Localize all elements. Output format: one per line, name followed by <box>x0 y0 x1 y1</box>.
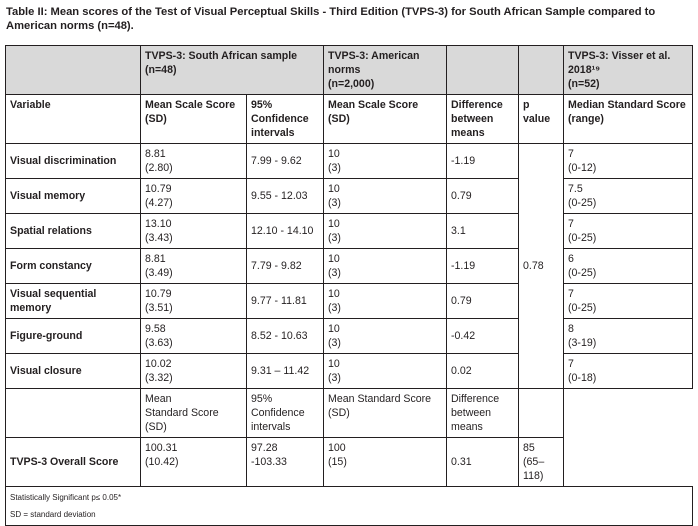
am-sd-value: (3) <box>328 302 341 314</box>
ci-cell: 9.55 - 12.03 <box>247 179 324 214</box>
sub-diff: Difference between means <box>447 389 519 438</box>
sd-value: (2.80) <box>145 162 173 174</box>
am-sd-value: (3) <box>328 337 341 349</box>
visser-group-header <box>564 46 693 95</box>
table-row <box>6 354 693 389</box>
footnote-row <box>6 487 693 526</box>
ci-cell: 9.77 - 11.81 <box>247 284 324 319</box>
diff-cell: 0.79 <box>447 179 519 214</box>
diff-cell: 0.79 <box>447 284 519 319</box>
median-value: 7 <box>568 148 574 160</box>
median-cell <box>564 144 693 179</box>
range-value: (0-25) <box>568 232 597 244</box>
am-sd-value: (3) <box>328 162 341 174</box>
mean-value: 9.58 <box>145 323 166 335</box>
footnote-sd: SD = standard deviation <box>10 510 96 519</box>
mean-cell <box>141 284 247 319</box>
median-value: 8 <box>568 323 574 335</box>
table-row <box>6 319 693 354</box>
sub-mean-1: Mean <box>145 393 172 405</box>
variable-cell: Visual sequential memory <box>6 284 141 319</box>
am-sd-value: (3) <box>328 267 341 279</box>
range-value: (0-18) <box>568 372 597 384</box>
median-cell <box>564 179 693 214</box>
empty-cell <box>447 46 519 95</box>
am-cell <box>324 214 447 249</box>
col-p: p value <box>519 95 564 144</box>
overall-median-value: 85 <box>523 442 535 454</box>
ci-cell: 7.99 - 9.62 <box>247 144 324 179</box>
median-value: 7 <box>568 358 574 370</box>
median-value: 7 <box>568 288 574 300</box>
am-mean-value: 10 <box>328 183 340 195</box>
overall-row <box>6 438 693 487</box>
mean-value: 10.02 <box>145 358 172 370</box>
col-median: Median Standard Score (range) <box>564 95 693 144</box>
mean-cell <box>141 214 247 249</box>
ci-cell: 7.79 - 9.82 <box>247 249 324 284</box>
ci-cell: 12.10 - 14.10 <box>247 214 324 249</box>
table-title: Table II: Mean scores of the Test of Visual Perceptual Skills - Third Edition (TVPS-3) for South African Sample compared to American norms (n=48). <box>6 6 656 32</box>
median-cell <box>564 319 693 354</box>
table-row <box>6 284 693 319</box>
median-cell <box>564 284 693 319</box>
range-value: (0-25) <box>568 302 597 314</box>
empty-cell <box>519 389 564 438</box>
range-value: (0-25) <box>568 267 597 279</box>
col-am-mean: Mean Scale Score (SD) <box>324 95 447 144</box>
diff-cell: 3.1 <box>447 214 519 249</box>
am-mean-value: 10 <box>328 253 340 265</box>
p-value-cell: 0.78 <box>519 144 564 389</box>
median-cell <box>564 249 693 284</box>
median-value: 7 <box>568 218 574 230</box>
table-row <box>6 214 693 249</box>
overall-am <box>324 438 447 487</box>
median-cell <box>564 354 693 389</box>
mean-value: 8.81 <box>145 148 166 160</box>
mean-cell <box>141 354 247 389</box>
am-mean-value: 10 <box>328 323 340 335</box>
am-cell <box>324 319 447 354</box>
variable-cell: Figure-ground <box>6 319 141 354</box>
mean-cell <box>141 179 247 214</box>
overall-ci <box>247 438 324 487</box>
am-sd-value: (3) <box>328 372 341 384</box>
visser-header-year: 2018¹⁹ <box>568 64 601 76</box>
variable-cell: Visual discrimination <box>6 144 141 179</box>
empty-cell <box>6 389 141 438</box>
overall-diff: 0.31 <box>447 438 519 487</box>
am-cell <box>324 179 447 214</box>
sd-value: (3.49) <box>145 267 173 279</box>
variable-cell: Spatial relations <box>6 214 141 249</box>
sd-value: (3.51) <box>145 302 173 314</box>
am-mean-value: 10 <box>328 358 340 370</box>
overall-variable: TVPS-3 Overall Score <box>6 438 141 487</box>
mean-cell <box>141 249 247 284</box>
am-sd-value: (3) <box>328 232 341 244</box>
diff-cell: 0.02 <box>447 354 519 389</box>
american-group-header <box>324 46 447 95</box>
sd-value: (3.32) <box>145 372 173 384</box>
sub-header-row <box>6 389 693 438</box>
variable-cell: Form constancy <box>6 249 141 284</box>
col-mean: Mean Scale Score (SD) <box>141 95 247 144</box>
mean-cell <box>141 144 247 179</box>
ci-cell: 8.52 - 10.63 <box>247 319 324 354</box>
empty-cell <box>6 46 141 95</box>
am-mean-value: 10 <box>328 218 340 230</box>
mean-value: 10.79 <box>145 183 172 195</box>
overall-sd: (10.42) <box>145 456 179 468</box>
overall-mean-value: 100.31 <box>145 442 178 454</box>
am-mean-value: 10 <box>328 148 340 160</box>
variable-cell: Visual memory <box>6 179 141 214</box>
am-cell <box>324 249 447 284</box>
range-value: (0-25) <box>568 197 597 209</box>
am-sd-value: (3) <box>328 197 341 209</box>
mean-value: 8.81 <box>145 253 166 265</box>
results-table <box>5 45 693 526</box>
sub-mean-2: Standard Score (SD) <box>145 407 219 433</box>
empty-cell <box>519 46 564 95</box>
mean-value: 13.10 <box>145 218 172 230</box>
overall-ci-low: 97.28 <box>251 442 278 454</box>
visser-header-line: TVPS-3: Visser et al. <box>568 50 671 62</box>
group-header-row <box>6 46 693 95</box>
footnotes <box>6 487 693 526</box>
sub-ci: 95% Confidence intervals <box>247 389 324 438</box>
column-header-row <box>6 95 693 144</box>
table-row <box>6 144 693 179</box>
visser-header-n: (n=52) <box>568 78 600 90</box>
am-mean-value: 10 <box>328 288 340 300</box>
sub-am: Mean Standard Score (SD) <box>324 389 447 438</box>
am-header-n: (n=2,000) <box>328 78 375 90</box>
overall-ci-high: -103.33 <box>251 456 287 468</box>
am-cell <box>324 144 447 179</box>
range-value: (0-12) <box>568 162 597 174</box>
am-cell <box>324 354 447 389</box>
footnote-significance: Statistically Significant p≤ 0.05* <box>10 493 122 502</box>
col-variable: Variable <box>6 95 141 144</box>
mean-value: 10.79 <box>145 288 172 300</box>
overall-am-sd: (15) <box>328 456 347 468</box>
median-cell <box>564 214 693 249</box>
sd-value: (3.43) <box>145 232 173 244</box>
mean-cell <box>141 319 247 354</box>
range-value: (3-19) <box>568 337 597 349</box>
overall-range: (65–118) <box>523 456 545 482</box>
diff-cell: -0.42 <box>447 319 519 354</box>
sd-value: (3.63) <box>145 337 173 349</box>
sd-value: (4.27) <box>145 197 173 209</box>
am-cell <box>324 284 447 319</box>
col-diff: Difference between means <box>447 95 519 144</box>
overall-mean <box>141 438 247 487</box>
ci-cell: 9.31 – 11.42 <box>247 354 324 389</box>
overall-am-value: 100 <box>328 442 346 454</box>
am-header-line: TVPS-3: American norms <box>328 50 420 76</box>
sa-group-header: TVPS-3: South African sample (n=48) <box>141 46 324 95</box>
diff-cell: -1.19 <box>447 144 519 179</box>
median-value: 6 <box>568 253 574 265</box>
median-value: 7.5 <box>568 183 583 195</box>
overall-median <box>519 438 564 487</box>
table-row <box>6 179 693 214</box>
sub-mean <box>141 389 247 438</box>
variable-cell: Visual closure <box>6 354 141 389</box>
col-ci: 95% Confidence intervals <box>247 95 324 144</box>
diff-cell: -1.19 <box>447 249 519 284</box>
table-row <box>6 249 693 284</box>
